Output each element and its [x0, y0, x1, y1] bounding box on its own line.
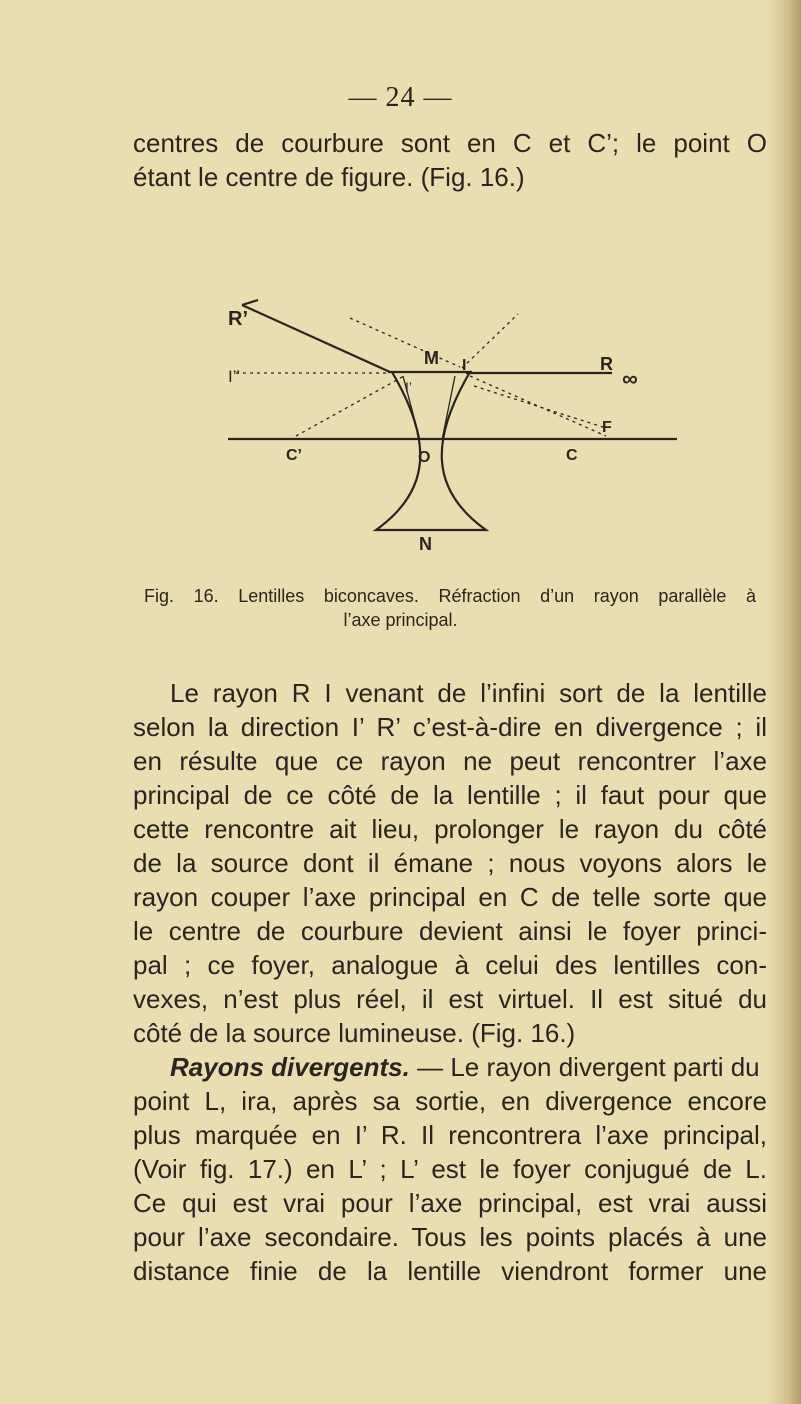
label-I-double-prime: I’’ [228, 367, 240, 386]
label-I: I [462, 357, 467, 374]
section-line-3: (Voir fig. 17.) en L’ ; L’ est le foyer conjugué de L. [133, 1154, 767, 1184]
label-F: F [602, 419, 612, 436]
intro-line-1: centres de courbure sont en C et C’; le point O [133, 128, 767, 158]
section-line-5: pour l’axe secondaire. Tous les points placés à une [133, 1222, 767, 1252]
dashed-line-from-C-prime [296, 376, 404, 436]
ray-arrow [242, 300, 258, 305]
body-line-11: côté de la source lumineuse. (Fig. 16.) [133, 1018, 576, 1048]
dashed-line-upper-right [462, 314, 518, 368]
section-line-1: point L, ira, après sa sortie, en divergence encore [133, 1086, 767, 1116]
figure-caption-line-2: l’axe principal. [343, 610, 458, 630]
label-M: M [424, 348, 439, 368]
section-title: Rayons divergents. [170, 1052, 410, 1082]
page-number: — 24 — [348, 82, 453, 113]
biconcave-lens [376, 372, 486, 530]
body-line-3: en résulte que ce rayon ne peut rencontrer l’axe [133, 746, 767, 776]
body-line-1: Le rayon R I venant de l’infini sort de la lentille [170, 678, 767, 708]
body-line-10: vexes, n’est plus réel, il est virtuel. Il est situé du [133, 984, 767, 1014]
dashed-line-to-F [470, 376, 606, 436]
label-O: O [418, 449, 431, 466]
label-C-prime: C’ [286, 447, 302, 464]
intro-line-2: étant le centre de figure. (Fig. 16.) [133, 162, 525, 192]
body-line-7: rayon couper l’axe principal en C de telle sorte que [133, 882, 767, 912]
label-C: C [566, 447, 578, 464]
page-edge-shadow [767, 0, 801, 1404]
figure-caption-line-1: Fig. 16. Lentilles biconcaves. Réfraction d’un rayon parallèle à [144, 586, 756, 606]
label-R: R [600, 354, 613, 374]
section-line-2: plus marquée en I’ R. Il rencontrera l’axe principal, [133, 1120, 767, 1150]
dashed-line-to-F-2 [474, 386, 606, 428]
label-infinity: ∞ [622, 366, 638, 391]
label-R-prime: R’ [228, 308, 248, 330]
section-line-4: Ce qui est vrai pour l’axe principal, est vrai aussi [133, 1188, 767, 1218]
body-line-6: de la source dont il émane ; nous voyons alors le [133, 848, 767, 878]
dashed-line-M [350, 318, 460, 367]
section-first-line-rest: — Le rayon divergent parti du [417, 1052, 760, 1082]
body-line-5: cette rencontre ait lieu, prolonger le rayon du côté [133, 814, 767, 844]
section-first-line [170, 1050, 767, 1084]
body-line-2: selon la direction I’ R’ c’est-à-dire en divergence ; il [133, 712, 767, 742]
refracted-ray [242, 305, 390, 372]
section-line-6: distance finie de la lentille viendront former une [133, 1256, 767, 1286]
label-N: N [419, 534, 432, 554]
body-line-9: pal ; ce foyer, analogue à celui des lentilles con- [133, 950, 767, 980]
label-I-prime: I’ [405, 379, 412, 395]
body-line-4: principal de ce côté de la lentille ; il faut pour que [133, 780, 767, 810]
body-line-8: le centre de courbure devient ainsi le foyer princi- [133, 916, 767, 946]
